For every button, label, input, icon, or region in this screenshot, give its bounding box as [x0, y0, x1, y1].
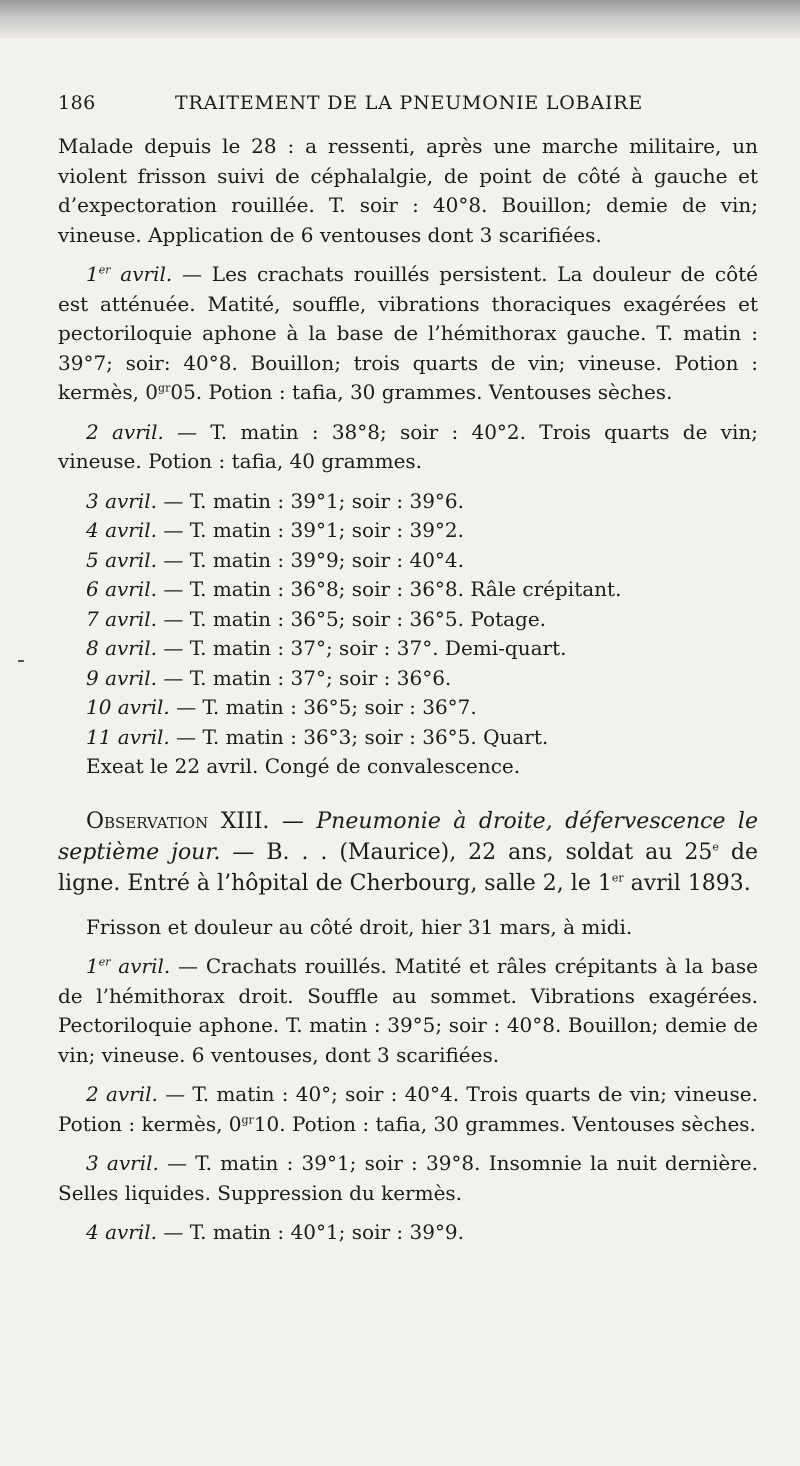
list-item: 8 avril. — T. matin : 37°; soir : 37°. Demi-quart. — [86, 636, 567, 660]
list-item: 10 avril. — T. matin : 36°5; soir : 36°7. — [86, 695, 477, 719]
exeat-line: Exeat le 22 avril. Congé de convalescence. — [86, 754, 521, 778]
running-header — [58, 92, 758, 118]
page-number: 186 — [58, 92, 96, 114]
observation-heading: Observation XIII. — Pneumonie à droite, défervescence le septième jour. — B. . . (Maurice), 22 ans, soldat au 25e de ligne. Entré à l’hôpital de Cherbourg, salle 2, le 1er avril 1893. — [58, 808, 758, 896]
list-item: 5 avril. — T. matin : 39°9; soir : 40°4. — [86, 547, 465, 572]
entry-date: 1er avril. — [86, 954, 171, 978]
frisson-paragraph: Frisson et douleur au côté droit, hier 31 mars, à midi. — [86, 914, 633, 939]
daily-entries-list — [86, 487, 758, 753]
entry-date: 1er avril. — [86, 262, 173, 286]
list-item: 4 avril. — T. matin : 39°1; soir : 39°2. — [86, 518, 465, 542]
entry-date: 4 avril. — [86, 1220, 158, 1244]
obs-avril4-paragraph: 4 avril. — T. matin : 40°1; soir : 39°9. — [86, 1220, 465, 1244]
list-item: 7 avril. — T. matin : 36°5; soir : 36°5. Potage. — [86, 606, 547, 631]
obs-avril3-paragraph: 3 avril. — T. matin : 39°1; soir : 39°8. Insomnie la nuit dernière. Selles liquides. Suppression du kermès. — [58, 1151, 759, 1205]
intro-paragraph: Malade depuis le 28 : a ressenti, après une marche militaire, un violent frisson suivi de céphalalgie, de point de côté à gauche et d’expectoration rouillée. T. soir : 40°8. Bouillon; demie de vin; vineuse. Application de 6 ventouses dont 3 scarifiées. — [58, 134, 758, 247]
body-text — [58, 132, 758, 1248]
running-title: TRAITEMENT DE LA PNEUMONIE LOBAIRE — [175, 92, 644, 114]
entry-date: 2 avril. — [86, 1082, 158, 1106]
list-item: 3 avril. — T. matin : 39°1; soir : 39°6. — [86, 488, 465, 513]
list-item: 9 avril. — T. matin : 37°; soir : 36°6. — [86, 665, 452, 690]
obs-avril2-paragraph: 2 avril. — T. matin : 40°; soir : 40°4. Trois quarts de vin; vineuse. Potion : kermès, $0^{gr}10$. Potion : tafia, 30 grammes. Ventouses sèches. — [58, 1082, 759, 1136]
observation-title: — Pneumonie à droite, défervescence le septième jour. — [58, 808, 758, 865]
entry-date: 3 avril. — [86, 1151, 159, 1175]
observation-label: Observation XIII. — [86, 808, 270, 834]
avril2-paragraph: 2 avril. — T. matin : 38°8; soir : 40°2. Trois quarts de vin; vineuse. Potion : tafia, 40 grammes. — [58, 419, 758, 473]
entry-date: 2 avril. — [86, 419, 164, 444]
list-item: 6 avril. — T. matin : 36°8; soir : 36°8. Râle crépitant. — [86, 577, 622, 601]
avril1-paragraph: 1er avril. — Les crachats rouillés persistent. La douleur de côté est atténuée. Matité, souffle, vibrations thoraciques exagérées et pectoriloquie aphone à la base de l’hémithorax gauche. T. matin : 39°7; soir: 40°8. Bouillon; trois quarts de vin; vineuse. Potion : kermès, $0^{gr}05$. Potion : tafia, 30 grammes. Ventouses sèches. — [58, 262, 758, 404]
list-item: 11 avril. — T. matin : 36°3; soir : 36°5. Quart. — [86, 724, 549, 749]
obs-avril1-paragraph: 1er avril. — Crachats rouillés. Matité et râles crépitants à la base de l’hémithorax droit. Souffle au sommet. Vibrations exagérées. Pectoriloquie aphone. T. matin : 39°5; soir : 40°8. Bouillon; demie de vin; vineuse. 6 ventouses, dont 3 scarifiées. — [58, 954, 758, 1067]
